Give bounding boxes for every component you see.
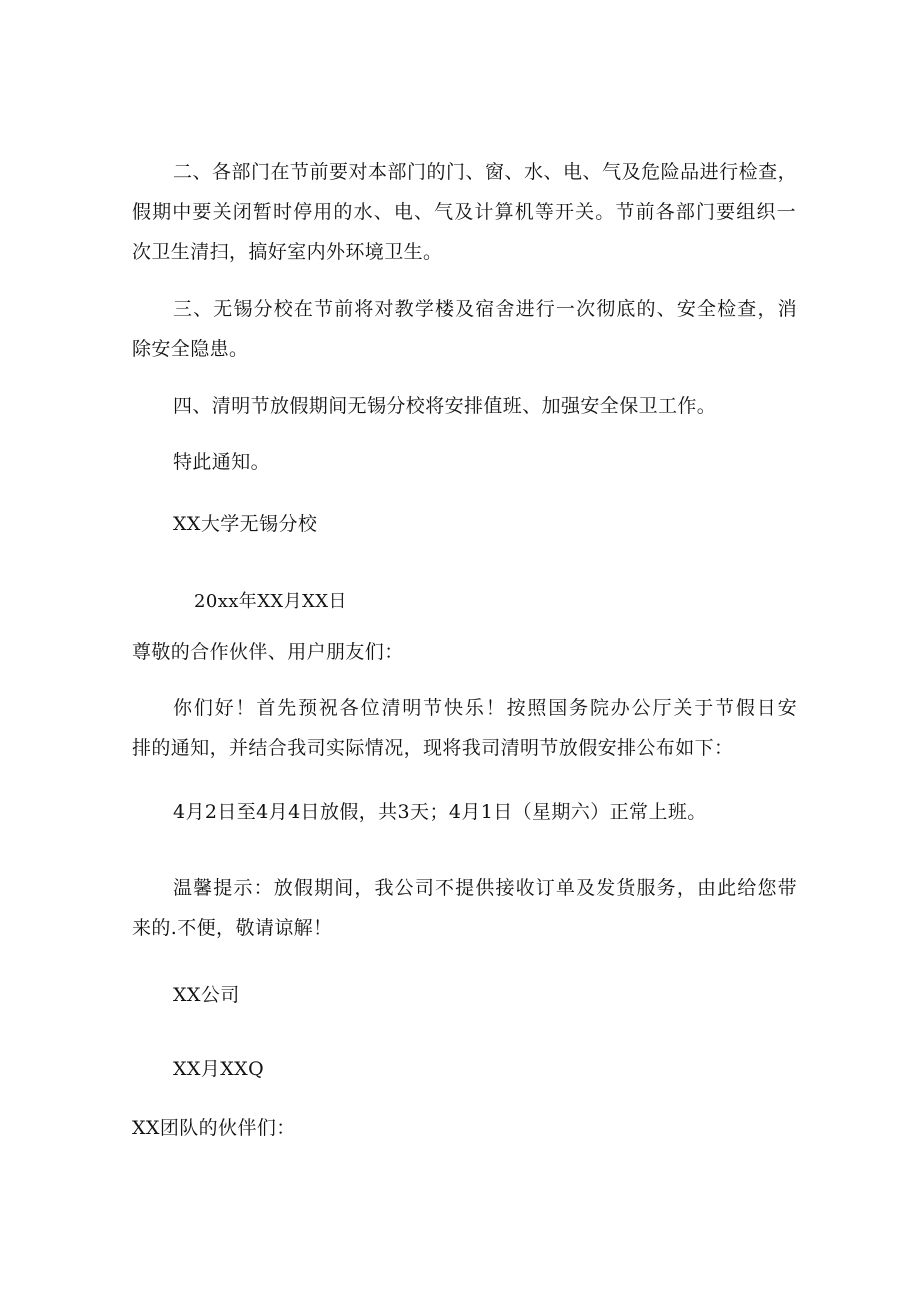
paragraph-3-line-2: 除安全隐患。 bbox=[132, 338, 249, 360]
paragraph-2-line-2: 假期中要关闭暂时停用的水、电、气及计算机等开关。节前各部门要组织一 bbox=[132, 201, 796, 223]
paragraph-4: 四、清明节放假期间无锡分校将安排值班、加强安全保卫工作。 bbox=[173, 395, 717, 417]
reminder-line-2: 来的.不便，敬请谅解！ bbox=[132, 917, 333, 939]
letter-body-line-1: 你们好！首先预祝各位清明节快乐！按照国务院办公厅关于节假日安 bbox=[173, 697, 797, 719]
signature-organization: XX大学无锡分校 bbox=[173, 513, 318, 535]
signature-date: 20xx年XX月XX日 bbox=[194, 591, 347, 612]
letter-greeting: 尊敬的合作伙伴、用户朋友们： bbox=[132, 641, 404, 663]
reminder-line-1: 温馨提示：放假期间，我公司不提供接收订单及发货服务，由此给您带 bbox=[173, 877, 797, 899]
closing-text: 特此通知。 bbox=[173, 451, 271, 473]
company-signature: XX公司 bbox=[173, 984, 240, 1006]
team-greeting: XX团队的伙伴们： bbox=[132, 1117, 296, 1139]
company-date: XX月XXQ bbox=[173, 1058, 265, 1080]
paragraph-3-line-1: 三、无锡分校在节前将对教学楼及宿舍进行一次彻底的、安全检查，消 bbox=[173, 298, 797, 320]
holiday-schedule: 4月2日至4月4日放假，共3天；4月1日（星期六）正常上班。 bbox=[173, 801, 707, 823]
paragraph-2-line-1: 二、各部门在节前要对本部门的门、窗、水、电、气及危险品进行检查， bbox=[173, 161, 797, 183]
paragraph-2-line-3: 次卫生清扫，搞好室内外环境卫生。 bbox=[132, 241, 443, 263]
letter-body-line-2: 排的通知，并结合我司实际情况，现将我司清明节放假安排公布如下： bbox=[132, 737, 734, 759]
